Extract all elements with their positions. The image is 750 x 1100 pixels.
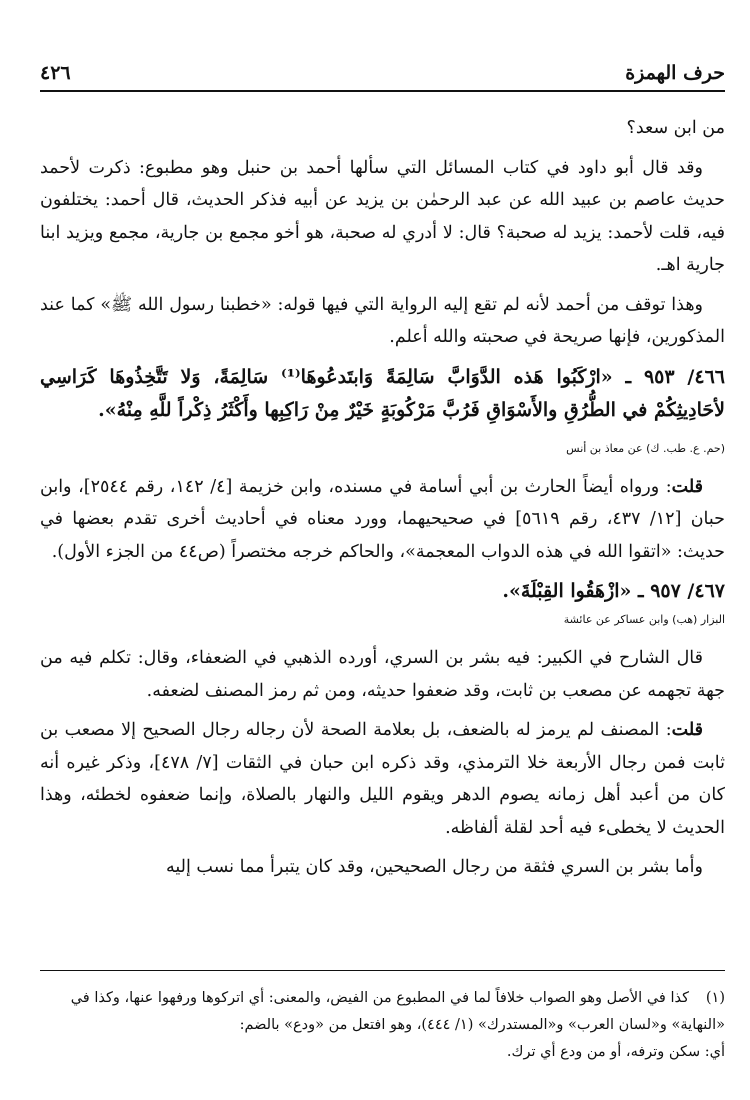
page-number: ٤٢٦ bbox=[40, 62, 71, 84]
chapter-title: حرف الهمزة bbox=[625, 62, 725, 84]
header-rule bbox=[40, 90, 725, 92]
paragraph: وأما بشر بن السري فثقة من رجال الصحيحين، وقد كان يتبرأ مما نسب إليه bbox=[165, 857, 703, 877]
footnote-text: كذا في الأصل وهو الصواب خلافاً لما في المطبوع من الفيض، والمعنى: أي اتركوها ورفهوا عنها، وكذا في «النهاية» و«لسان العرب» و«المستدرك» (١/ ٤٤٤)، وهو افتعل من «ودع» بالضم: bbox=[70, 990, 725, 1033]
qult-label: قلت bbox=[671, 720, 703, 740]
paragraph: وقد قال أبو داود في كتاب المسائل التي سألها أحمد بن حنبل وهو مطبوع: ذكرت لأحمد حديث عاصم بن عبيد الله عن عبد الرحمٰن بن يزيد عن أبيه فذكر الحديث، قال أحمد: يختلفون فيه، قلت لأحمد: يزيد له صحبة؟ قال: لا أدري له صحبة، هو أخو مجمع بن جارية، مجمع ويزيد ابنا جارية اهـ. bbox=[40, 157, 725, 275]
paragraph: من ابن سعد؟ bbox=[626, 118, 725, 138]
paragraph: قال الشارح في الكبير: فيه بشر بن السري، أورده الذهبي في الضعفاء، وقال: تكلم فيه من جهة تجهمه عن مصعب بن ثابت، وقد ضعفوا حديثه، ومن ثم رمز المصنف لضعفه. bbox=[40, 648, 725, 701]
footnote-rule bbox=[40, 970, 725, 971]
hadith-text: ٤٦٦/ ٩٥٣ ـ «ارْكَبُوا هَذه الدَّوَابَّ سَالِمَةً وَابتَدعُوهَا⁽¹⁾ سَالِمَةً، وَلا تَتَّخِذُوهَا كَرَاسِي لأحَادِيثِكُمْ في الطُّرُقِ والأَسْوَاقِ فَرُبَّ مَرْكُوبَةٍ خَيْرٌ مِنْ رَاكِبِها وأَكْثَرُ ذِكْراً للَّهِ مِنْهُ». bbox=[40, 365, 725, 421]
hadith-text: ٤٦٧/ ٩٥٧ ـ «ازْهَقُوا القِبْلَةَ». bbox=[502, 580, 725, 602]
paragraph: وهذا توقف من أحمد لأنه لم تقع إليه الرواية التي فيها قوله: «خطبنا رسول الله ﷺ» كما عند المذكورين، فإنها صريحة في صحبته والله أعلم. bbox=[40, 294, 725, 347]
qult-label: قلت bbox=[671, 476, 703, 497]
hadith-source: البزار (هب) وابن عساكر عن عائشة bbox=[563, 613, 725, 626]
paragraph-qult bbox=[40, 471, 725, 569]
qult-text: : المصنف لم يرمز له بالضعف، بل بعلامة الصحة لأن رجاله رجال الصحيح إلا مصعب بن ثابت فمن رجال الأربعة خلا الترمذي، وقد ذكره ابن حبان في الثقات [٧/ ٤٧٨]، وذكر غيره أنه كان من أعبد أهل زمانه يصوم الدهر ويقوم الليل والنهار بالصلاة، وإنما ضعفوه لخطئه، وهذا الحديث لا يخطىء فيه أحد لقلة ألفاظه. bbox=[40, 720, 725, 838]
footnote-number: (١) bbox=[705, 990, 725, 1006]
paragraph-qult bbox=[40, 714, 725, 844]
book-page bbox=[40, 0, 725, 1100]
page-body bbox=[40, 112, 725, 891]
hadith-source: (حم. ع. طب. ك) عن معاذ بن أنس bbox=[566, 441, 725, 455]
footnote-line bbox=[40, 985, 725, 1039]
footnote bbox=[40, 985, 725, 1066]
qult-text: : ورواه أيضاً الحارث بن أبي أسامة في مسنده، وابن خزيمة [٤/ ١٤٢، رقم ٢٥٤٤]، وابن حبان [١٢/ ٤٣٧، رقم ٥٦١٩] في صحيحيهما، وورد معناه في أحاديث أخرى تقدم بعضها في حديث: «اتقوا الله في هذه الدواب المعجمة»، والحاكم خرجه مختصراً (ص٤٤ من الجزء الأول). bbox=[40, 476, 725, 562]
page-header bbox=[40, 52, 725, 88]
footnote-line: أي: سكن وترفه، أو من ودع أي ترك. bbox=[506, 1044, 725, 1060]
